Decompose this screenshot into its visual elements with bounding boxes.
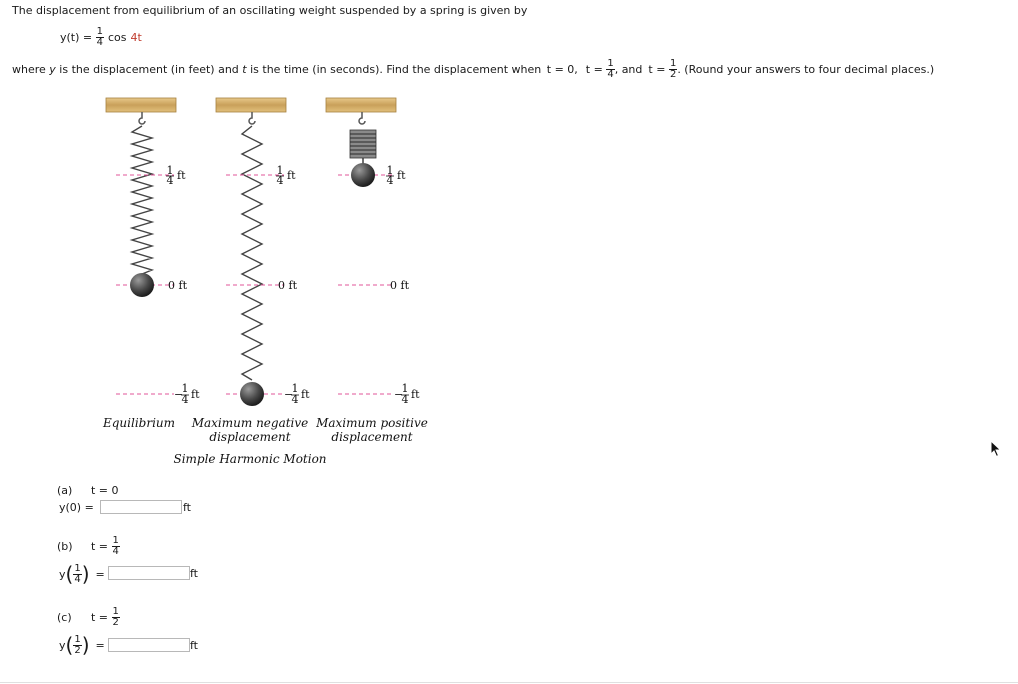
- label-plus-quarter-2: [276, 164, 296, 187]
- where-text-2: is the displacement (in feet) and: [55, 62, 243, 76]
- part-c-label: (c): [57, 611, 72, 624]
- part-b-y-num: 1: [74, 562, 81, 574]
- answer-c-input[interactable]: [108, 638, 190, 652]
- part-b-t-frac: [112, 536, 120, 557]
- minus-num-2: 1: [291, 382, 299, 395]
- problem-where: [12, 58, 934, 80]
- equation-arg: 4t: [130, 30, 142, 44]
- ceiling-beam-2: [216, 98, 286, 112]
- part-c-paren-close: ): [81, 633, 90, 657]
- spring-compressed: [350, 130, 376, 164]
- part-c-unit: ft: [190, 639, 198, 652]
- where-t: t: [242, 62, 247, 76]
- where-text-3: is the time (in seconds). Find the displacement when: [246, 62, 545, 76]
- part-b-unit: ft: [190, 567, 198, 580]
- part-c-t-den: 2: [112, 616, 119, 628]
- minus-ft-1: ft: [191, 388, 200, 401]
- answer-a-input[interactable]: [100, 500, 182, 514]
- minus-num-3: 1: [401, 382, 409, 395]
- caption-negative-line2: displacement: [209, 430, 291, 444]
- caption-negative: [190, 416, 310, 444]
- hook-2: [249, 112, 255, 124]
- quarter-num: 1: [607, 57, 614, 69]
- part-c-t-text: t =: [91, 610, 112, 624]
- minus-ft-2: ft: [301, 388, 310, 401]
- minus-den-2: 4: [291, 393, 299, 406]
- part-b-t-den: 4: [112, 545, 119, 557]
- part-b-paren-open: (: [65, 562, 74, 586]
- coef-den: 4: [96, 36, 103, 48]
- part-c-y-num: 1: [74, 633, 81, 645]
- part-b-eq: =: [95, 567, 105, 581]
- part-c-y-frac: [73, 635, 81, 656]
- spring-diagram: [100, 94, 440, 424]
- part-b-y-den: 4: [74, 573, 81, 585]
- equation-lhs: y(t) =: [60, 30, 96, 44]
- part-a-y: y(0) =: [59, 501, 94, 514]
- part-b-t-text: t =: [91, 539, 112, 553]
- bottom-divider: [0, 682, 1018, 683]
- plus-num-3: 1: [386, 164, 394, 177]
- part-a-label: (a): [57, 484, 73, 497]
- caption-equilibrium: Equilibrium: [102, 416, 176, 430]
- part-b-y-prefix: y: [59, 567, 66, 581]
- plus-den-3: 4: [386, 174, 394, 187]
- minus-den-1: 4: [181, 393, 189, 406]
- spring-equilibrium: [132, 126, 152, 274]
- where-t-quarter: t =: [585, 62, 607, 76]
- part-b-t-num: 1: [112, 534, 119, 546]
- plus-num-2: 1: [276, 164, 284, 177]
- coef-num: 1: [96, 25, 103, 37]
- ceiling-beam-3: [326, 98, 396, 112]
- zero-label-3: 0 ft: [390, 279, 409, 292]
- equation-coefficient: [96, 27, 104, 48]
- part-a-unit: ft: [183, 501, 191, 514]
- spring-stretched: [242, 126, 262, 380]
- caption-positive: [316, 416, 428, 444]
- weight-negative: [240, 382, 264, 406]
- part-b-paren-close: ): [81, 562, 90, 586]
- caption-positive-line2: displacement: [331, 430, 413, 444]
- plus-den-2: 4: [276, 174, 284, 187]
- plus-ft-3: ft: [397, 169, 406, 182]
- label-minus-quarter-3: [394, 382, 420, 406]
- part-c-y: [59, 633, 105, 657]
- part-c-paren-open: (: [65, 633, 74, 657]
- ceiling-beam-1: [106, 98, 176, 112]
- weight-equilibrium: [130, 273, 154, 297]
- part-b-y: [59, 562, 105, 586]
- part-b-t: [91, 534, 120, 558]
- quarter-den: 4: [607, 68, 614, 80]
- equation-cos: cos: [108, 30, 127, 44]
- where-quarter-frac: [606, 59, 614, 80]
- half-num: 1: [669, 57, 677, 69]
- where-half-frac: [669, 59, 677, 80]
- part-b-y-frac: [73, 564, 81, 585]
- answer-b-input[interactable]: [108, 566, 190, 580]
- part-c-t-frac: [112, 607, 120, 628]
- where-text-1: where: [12, 62, 50, 76]
- label-plus-quarter-3: [386, 164, 406, 187]
- label-minus-quarter-1: [174, 382, 200, 406]
- part-c-t: [91, 605, 120, 629]
- part-c-y-prefix: y: [59, 638, 66, 652]
- where-t0: t = 0,: [546, 62, 578, 76]
- problem-intro: The displacement from equilibrium of an oscillating weight suspended by a spring is given by: [12, 4, 528, 17]
- where-and: , and: [614, 62, 643, 76]
- label-plus-quarter-1: [166, 164, 186, 187]
- plus-ft-1: ft: [177, 169, 186, 182]
- plus-ft-2: ft: [287, 169, 296, 182]
- part-b-label: (b): [57, 540, 73, 553]
- hook-1: [139, 112, 145, 124]
- equation: [60, 26, 142, 48]
- weight-positive: [351, 163, 375, 187]
- hook-3: [359, 112, 365, 124]
- minus-den-3: 4: [401, 393, 409, 406]
- part-a-t: t = 0: [91, 484, 119, 497]
- label-minus-quarter-2: [284, 382, 310, 406]
- minus-sign-3: −: [394, 388, 404, 401]
- where-y: y: [49, 62, 56, 76]
- minus-ft-3: ft: [411, 388, 420, 401]
- plus-num-1: 1: [166, 164, 174, 177]
- caption-negative-line1: Maximum negative: [191, 416, 309, 430]
- cursor-icon: [990, 440, 1002, 458]
- caption-positive-line1: Maximum positive: [316, 416, 428, 430]
- where-t-half: t =: [648, 62, 669, 76]
- part-c-y-den: 2: [74, 644, 81, 656]
- zero-label-2: 0 ft: [278, 279, 297, 292]
- round-note: . (Round your answers to four decimal places.): [677, 62, 935, 76]
- caption-main: Simple Harmonic Motion: [173, 452, 327, 466]
- minus-sign-2: −: [284, 388, 294, 401]
- part-c-t-num: 1: [112, 605, 119, 617]
- half-den: 2: [669, 68, 677, 80]
- zero-label-1: 0 ft: [168, 279, 187, 292]
- minus-sign-1: −: [174, 388, 184, 401]
- plus-den-1: 4: [166, 174, 174, 187]
- minus-num-1: 1: [181, 382, 189, 395]
- part-c-eq: =: [95, 638, 105, 652]
